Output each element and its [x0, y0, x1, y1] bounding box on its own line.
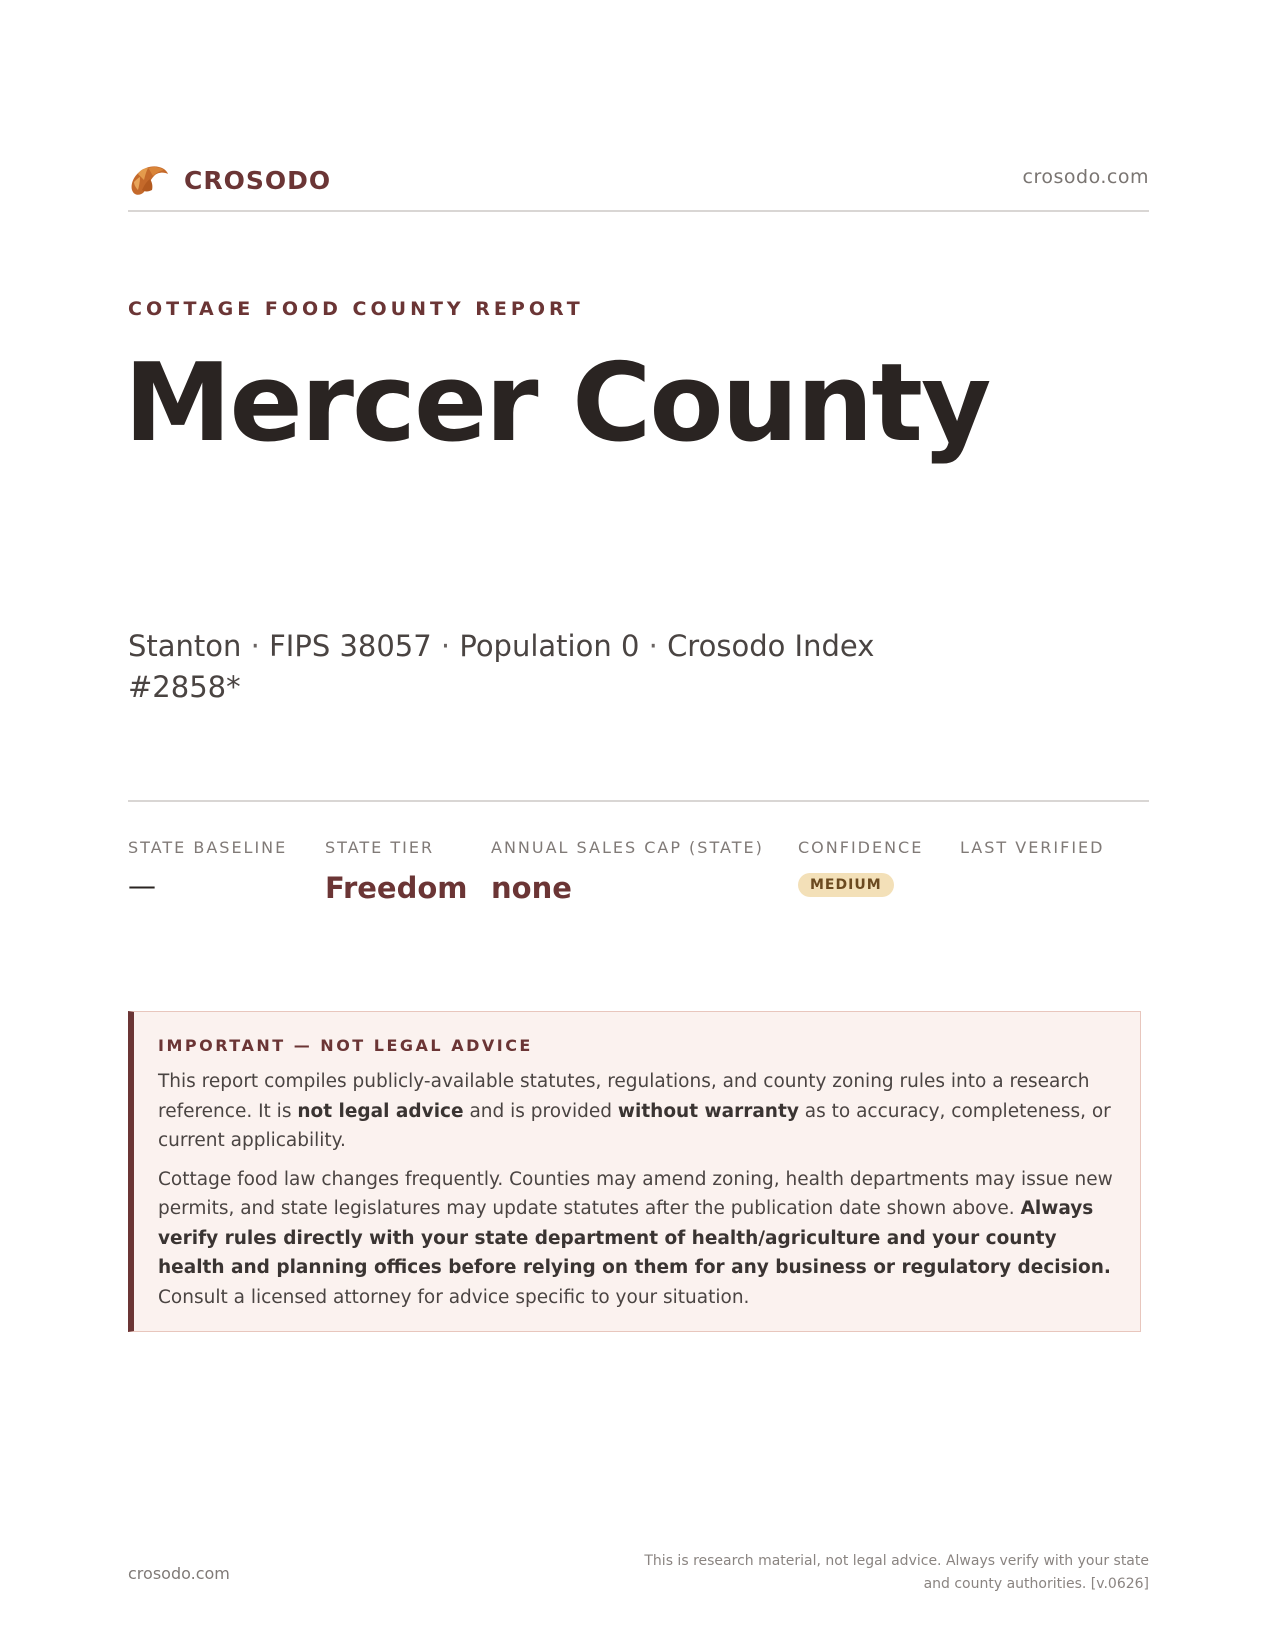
subtitle-population: Population 0 — [459, 629, 640, 663]
subtitle-fips: FIPS 38057 — [269, 629, 432, 663]
report-eyebrow: COTTAGE FOOD COUNTY REPORT — [128, 298, 584, 320]
stat-value: — — [128, 869, 156, 902]
subtitle-separator: · — [648, 629, 668, 663]
subtitle-separator: · — [250, 629, 270, 663]
stat-label: CONFIDENCE — [798, 838, 924, 857]
stat-label: STATE TIER — [325, 838, 435, 857]
subtitle-index: Crosodo Index #2858* — [128, 629, 875, 704]
stat-state-baseline — [128, 838, 287, 902]
footer-url-link[interactable]: crosodo.com — [128, 1564, 230, 1583]
footer-disclaimer-line: This is research material, not legal advice. Always verify with your state — [644, 1553, 1149, 1569]
subtitle-state: Stanton — [128, 629, 242, 663]
notice-paragraph — [158, 1067, 1113, 1156]
county-subtitle — [128, 626, 888, 708]
croissant-icon — [128, 160, 170, 200]
stat-sales-cap — [491, 838, 764, 905]
notice-emphasis: not legal advice — [297, 1100, 464, 1122]
notice-emphasis: without warranty — [617, 1100, 799, 1122]
notice-text: Cottage food law changes frequently. Counties may amend zoning, health departments may issue new permits, and state legislatures may update statutes after the publication date shown above. — [158, 1168, 1113, 1219]
footer-disclaimer-line: and county authorities. [v.0626] — [923, 1576, 1149, 1592]
stat-state-tier — [325, 838, 468, 905]
stat-label: ANNUAL SALES CAP (STATE) — [491, 838, 764, 857]
site-url-link[interactable]: crosodo.com — [1022, 166, 1149, 188]
stat-value: Freedom — [325, 871, 468, 905]
brand-name: CROSODO — [184, 165, 332, 195]
notice-emphasis: Always verify rules directly with your state department of health/agriculture and your county health and planning offices before relying on them for any business or regulatory decision. — [158, 1198, 1111, 1278]
report-page — [124, 0, 1149, 1650]
notice-paragraph — [158, 1165, 1113, 1313]
stat-label: LAST VERIFIED — [960, 838, 1105, 857]
notice-text: This report compiles publicly-available statutes, regulations, and county zoning rules into a research reference. It is — [158, 1071, 1090, 1122]
notice-title: IMPORTANT — NOT LEGAL ADVICE — [158, 1036, 533, 1055]
stats-row — [128, 800, 1149, 905]
stat-label: STATE BASELINE — [128, 838, 288, 857]
subtitle-separator: · — [440, 629, 460, 663]
page-title: Mercer County — [124, 341, 990, 466]
stat-last-verified — [960, 838, 1104, 871]
notice-text: and is provided — [463, 1100, 618, 1122]
notice-text: Consult a licensed attorney for advice specific to your situation. — [158, 1286, 750, 1308]
notice-text: as to accuracy, completeness, or current applicability. — [158, 1100, 1111, 1151]
footer-disclaimer — [629, 1550, 1149, 1596]
stat-confidence — [798, 838, 923, 897]
legal-notice — [128, 1011, 1141, 1332]
brand[interactable] — [128, 160, 331, 200]
page-header — [128, 152, 1149, 212]
confidence-badge: MEDIUM — [798, 873, 894, 897]
stat-value: none — [491, 871, 572, 905]
